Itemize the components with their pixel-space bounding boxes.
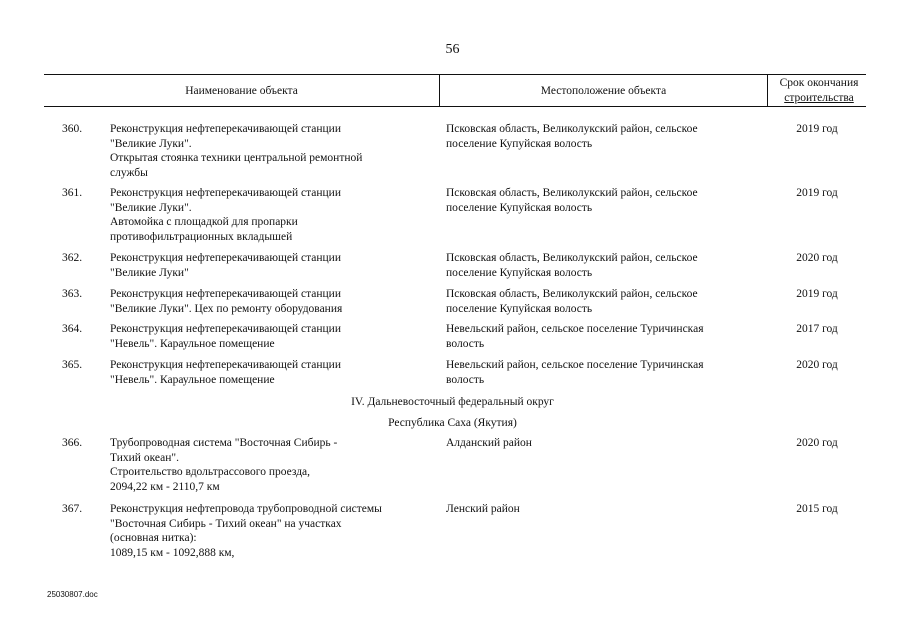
row-location-line: волость <box>446 373 485 386</box>
row-name <box>110 287 430 316</box>
row-name-line: "Великие Луки". Цех по ремонту оборудования <box>110 302 343 315</box>
row-location-line: Невельский район, сельское поселение Туричинская <box>446 359 704 371</box>
section-heading: IV. Дальневосточный федеральный округ <box>351 396 554 408</box>
row-number: 362. <box>62 252 83 264</box>
row-location-line: Невельский район, сельское поселение Туричинская <box>446 323 704 335</box>
row-year: 2019 год <box>796 288 838 300</box>
header-col-location: Местоположение объекта <box>540 85 667 97</box>
row-location-line: Псковская область, Великолукский район, сельское <box>446 252 698 264</box>
row-number: 365. <box>62 359 83 371</box>
row-number: 360. <box>62 123 83 135</box>
row-location-line: поселение Купуйская волость <box>446 201 593 214</box>
row-location-line: Псковская область, Великолукский район, сельское <box>446 288 698 300</box>
row-location-line: Ленский район <box>446 503 520 515</box>
row-year: 2020 год <box>796 437 838 449</box>
row-location-line: волость <box>446 337 485 350</box>
row-location <box>446 287 756 316</box>
row-name <box>110 322 430 351</box>
row-name <box>110 436 430 494</box>
row-name-line: Реконструкция нефтеперекачивающей станции <box>110 187 341 199</box>
header-col-name: Наименование объекта <box>185 85 298 97</box>
row-location <box>446 322 756 351</box>
row-location-line: Псковская область, Великолукский район, сельское <box>446 123 698 135</box>
row-name-line: Реконструкция нефтеперекачивающей станции <box>110 288 341 300</box>
row-name-line: Трубопроводная система "Восточная Сибирь - <box>110 437 338 449</box>
row-number: 363. <box>62 288 83 300</box>
row-name <box>110 186 430 244</box>
row-name-line: Автомойка с площадкой для пропарки <box>110 216 298 228</box>
row-name <box>110 358 430 387</box>
row-location <box>446 251 756 280</box>
footer-filename: 25030807.doc <box>47 590 98 599</box>
row-name-line: Открытая стоянка техники центральной ремонтной <box>110 152 363 164</box>
header-col-deadline-line: строительства <box>784 91 854 104</box>
row-number: 361. <box>62 187 83 199</box>
row-name-line: (основная нитка): <box>110 532 197 544</box>
row-name-line: 1089,15 км - 1092,888 км, <box>110 546 235 559</box>
header-col-deadline-line: Срок окончания <box>779 77 859 89</box>
row-location-line: поселение Купуйская волость <box>446 137 593 150</box>
header-bottom-rule <box>44 106 866 107</box>
row-name-line: 2094,22 км - 2110,7 км <box>110 480 220 493</box>
row-location <box>446 122 756 151</box>
row-name-line: "Невель". Караульное помещение <box>110 337 275 350</box>
row-name-line: Тихий океан". <box>110 451 179 464</box>
row-name-line: "Восточная Сибирь - Тихий океан" на участках <box>110 517 342 530</box>
row-name-line: Реконструкция нефтеперекачивающей станции <box>110 323 341 335</box>
row-name-line: "Великие Луки". <box>110 201 192 214</box>
row-name-line: службы <box>110 166 148 179</box>
row-location-line: Псковская область, Великолукский район, сельское <box>446 187 698 199</box>
row-name-line: Реконструкция нефтепровода трубопроводной системы <box>110 503 382 515</box>
row-number: 366. <box>62 437 83 449</box>
row-year: 2015 год <box>796 503 838 515</box>
row-name-line: Реконструкция нефтеперекачивающей станции <box>110 123 341 135</box>
row-name <box>110 122 430 180</box>
row-year: 2017 год <box>796 323 838 335</box>
row-year: 2019 год <box>796 187 838 199</box>
row-name-line: Реконструкция нефтеперекачивающей станции <box>110 252 341 264</box>
row-name-line: Строительство вдольтрассового проезда, <box>110 466 311 478</box>
row-number: 364. <box>62 323 83 335</box>
row-name-line: "Великие Луки" <box>110 266 189 279</box>
row-name <box>110 251 430 280</box>
subsection-heading: Республика Саха (Якутия) <box>388 417 517 429</box>
row-location <box>446 186 756 215</box>
row-location <box>446 358 756 387</box>
row-name-line: "Великие Луки". <box>110 137 192 150</box>
row-year: 2020 год <box>796 252 838 264</box>
row-number: 367. <box>62 503 83 515</box>
header-top-rule <box>44 74 866 75</box>
header-col-deadline <box>768 76 870 105</box>
row-year: 2020 год <box>796 359 838 371</box>
page-number: 56 <box>445 42 460 57</box>
row-name-line: "Невель". Караульное помещение <box>110 373 275 386</box>
row-year: 2019 год <box>796 123 838 135</box>
row-name-line: противофильтрационных вкладышей <box>110 230 293 243</box>
row-location-line: Алданский район <box>446 437 532 449</box>
row-name-line: Реконструкция нефтеперекачивающей станции <box>110 359 341 371</box>
row-location <box>446 502 756 517</box>
row-location-line: поселение Купуйская волость <box>446 302 593 315</box>
row-location-line: поселение Купуйская волость <box>446 266 593 279</box>
row-name <box>110 502 430 560</box>
row-location <box>446 436 756 451</box>
